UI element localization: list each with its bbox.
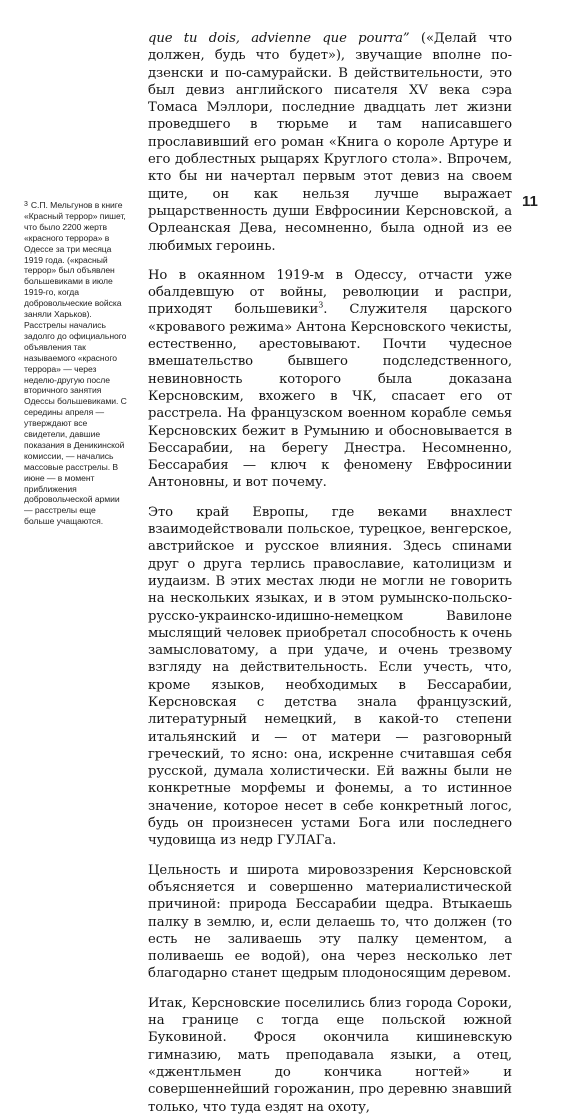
footnote-marker: 3 <box>24 201 28 208</box>
footnote-text: С.П. Мельгунов в книге «Красный террор» пишет, что было 2200 жертв «красного террора» в Одессе за три месяца 1919 года. («красный террор» был объявлен большевиками в июле 1919-го, когда добровольческие войска заняли Харьков). Расстрелы начались задолго до официального объявления так называемого «красного террора» — через неделю-другую после вторичного занятия Одессы большевиками. С середины апреля — утверждают все свидетели, давшие показания в Деникинской комиссии, — начались массовые расстрелы. В июне — в момент приближения добровольческой армии — расстрелы еще больше учащаются. <box>24 200 127 527</box>
paragraph-2 <box>148 267 512 492</box>
paragraph-5: Итак, Керсновские поселились близ города Сороки, на границе с тогда еще польской южной Буковиной. Фрося окончила кишиневскую гимназию, мать преподавала языки, а отец, «джентльмен до кончика ногтей» и совершеннейший горожанин, про деревню знавший только, что туда ездят на охоту, <box>148 995 512 1115</box>
main-text-column <box>148 30 512 1116</box>
paragraph-1 <box>148 30 512 255</box>
sidebar-footnote <box>24 200 128 527</box>
french-quote: que tu dois, advienne que pourra” <box>148 31 410 46</box>
paragraph-1-text: («Делай что должен, будь что будет»), звучащие вполне по-дзенски и по-самурайски. В действительности, это был девиз английского писателя XV века сэра Томаса Мэллори, последние двадцать лет жизни проведшего в тюрьме и там написавшего прославивший его роман «Книга о короле Артуре и его доблестных рыцарях Круглого стола». Впрочем, кто бы ни начертал первым этот девиз на своем щите, он как нельзя лучше выражает рыцарственность души Евфросинии Керсновской, а Орлеанская Дева, несомненно, была одной из ее любимых героинь. <box>148 31 512 254</box>
page-number: 11 <box>522 193 538 210</box>
paragraph-4: Цельность и широта мировоззрения Керсновской объясняется и совершенно материалистической причиной: природа Бессарабии щедра. Втыкаешь палку в землю, и, если делаешь то, что должен (то есть не заливаешь эту палку цементом, а поливаешь ее водой), она через несколько лет благодарно станет щедрым плодоносящим деревом. <box>148 862 512 982</box>
footnote-reference: 3 <box>318 301 324 311</box>
paragraph-2-text-a: Но в окаянном 1919-м в Одессу, отчасти уже обалдевшую от войны, революции и распри, приходят большевики <box>148 267 512 318</box>
paragraph-2-text-b: . Служителя царского «кровавого режима» Антона Керсновского чекисты, естественно, арестовывают. Почти чудесное вмешательство бывшего подследственного, невиновность которого была доказана Керсновским, вхожего в ЧК, спасает его от расстрела. На французском военном корабле семья Керсновских бежит в Румынию и обосновывается в Бессарабии, на берегу Днестра. Несомненно, Бессарабия — ключ к феномену Евфросинии Антоновны, и вот почему. <box>148 302 512 491</box>
paragraph-3: Это край Европы, где веками внахлест взаимодействовали польское, турецкое, венгерское, австрийское и русское влияния. Здесь спинами друг о друга терлись православие, католицизм и иудаизм. В этих местах люди не могли не говорить на нескольких языках, и в этом румынско-польско-русско-украинско-идишно-немецком Вавилоне мыслящий человек приобретал способность к очень замысловатому, а при удаче, и очень трезвому взгляду на действительность. Если учесть, что, кроме языков, необходимых в Бессарабии, Керсновская с детства знала французский, литературный немецкий, в какой-то степени итальянский и — от матери — разговорный греческий, то ясно: она, искренне считавшая себя русской, думала холистически. Ей важны были не конкретные морфемы и фонемы, а то истинное значение, которое несет в себе конкретный логос, будь он произнесен устами Бога или последнего чудовища из недр ГУЛАГа. <box>148 504 512 849</box>
